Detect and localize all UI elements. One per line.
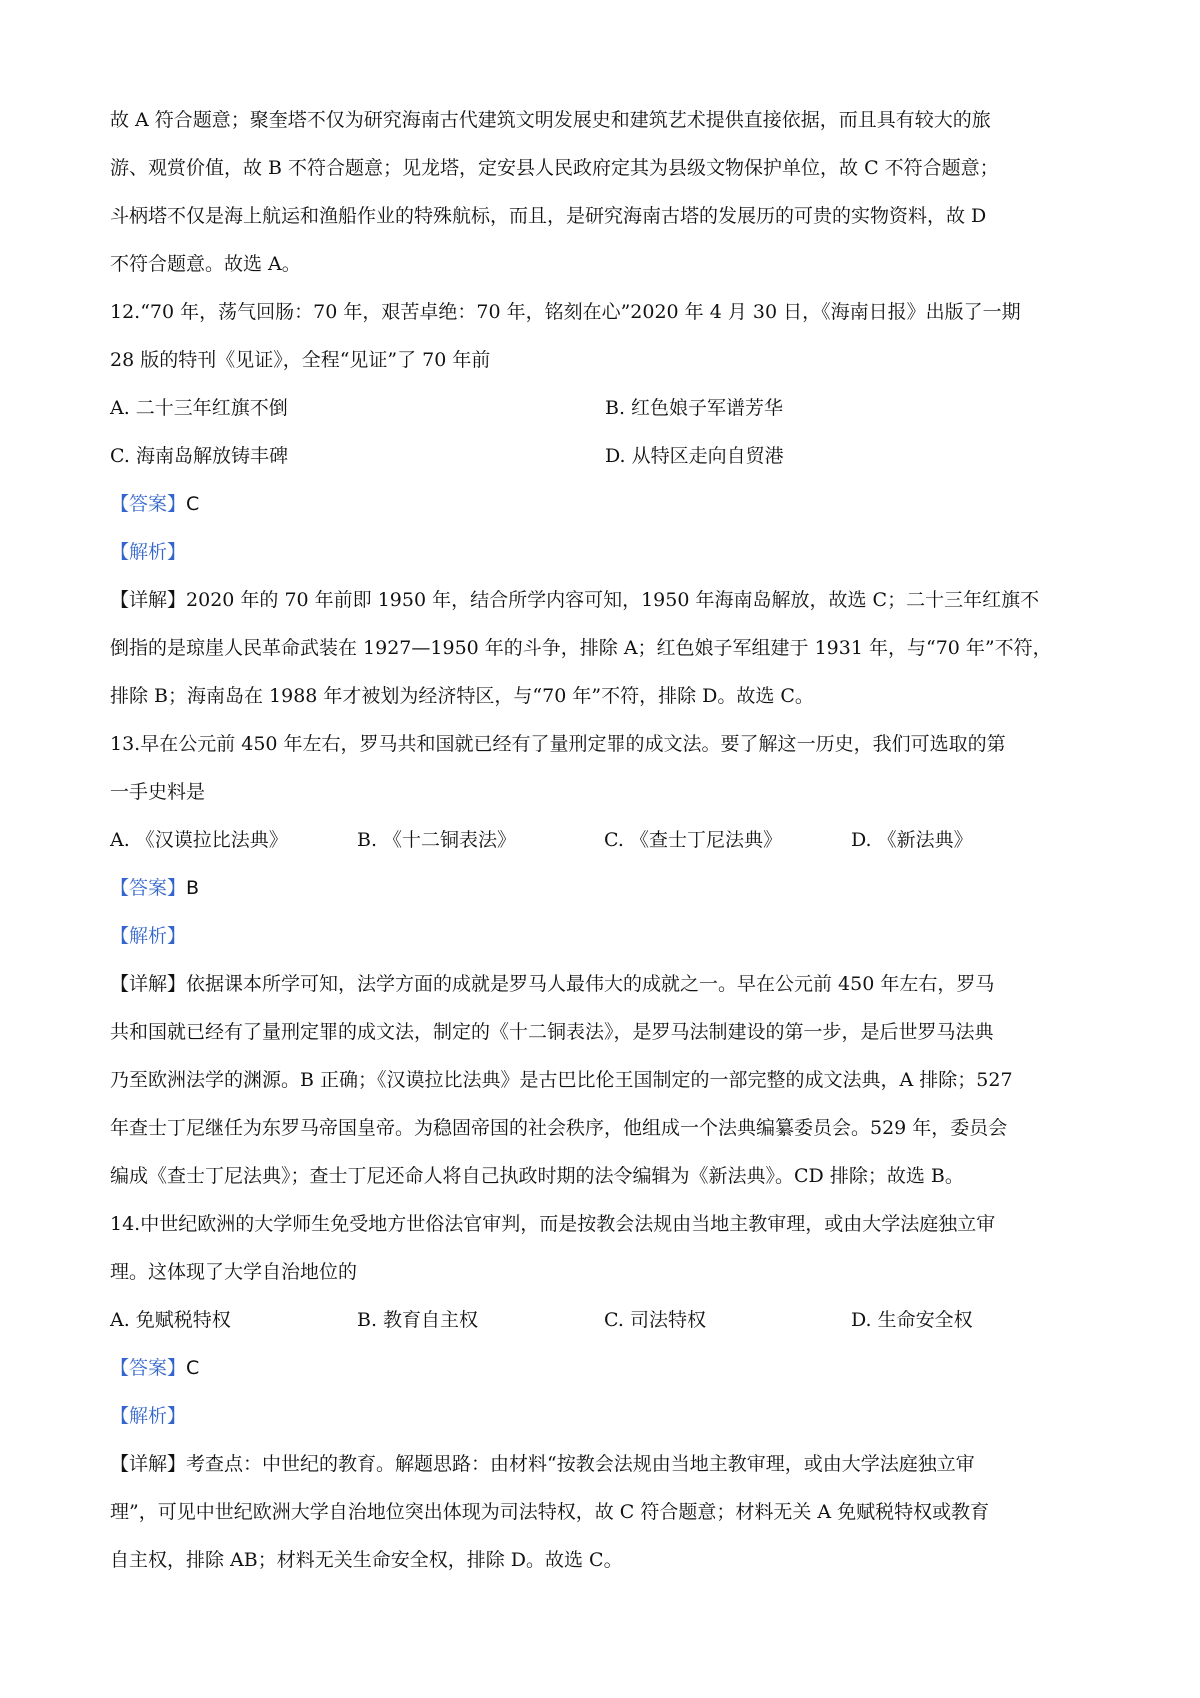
question-14	[110, 1200, 1100, 1584]
text-line	[110, 960, 1100, 1008]
text-line	[110, 1440, 1100, 1488]
option-c: C. 司法特权	[604, 1309, 706, 1331]
option-d: D. 生命安全权	[851, 1309, 973, 1331]
options-row	[110, 1296, 1100, 1344]
detail-paragraph	[110, 960, 1100, 1200]
option-d: D. 从特区走向自贸港	[605, 445, 784, 467]
text-line: 倒指的是琼崖人民革命武装在 1927—1950 年的斗争，排除 A；红色娘子军组建于 1931 年，与“70 年”不符，	[110, 637, 1052, 659]
text-line: 理”，可见中世纪欧洲大学自治地位突出体现为司法特权，故 C 符合题意；材料无关 A 免赋税特权或教育	[110, 1501, 990, 1523]
analysis-tag: 【解析】	[110, 1405, 187, 1427]
question-stem: 12.“70 年，荡气回肠：70 年，艰苦卓绝：70 年，铭刻在心”2020 年 4 月 30 日，《海南日报》出版了一期	[110, 301, 1021, 323]
detail-text: 依据课本所学可知，法学方面的成就是罗马人最伟大的成就之一。早在公元前 450 年左右，罗马	[186, 973, 995, 995]
answer-line	[110, 864, 1100, 912]
question-stem: 14.中世纪欧洲的大学师生免受地方世俗法官审判，而是按教会法规由当地主教审理，或由大学法庭独立审	[110, 1213, 996, 1235]
analysis-tag: 【解析】	[110, 541, 187, 563]
option-b: B. 《十二铜表法》	[357, 829, 517, 851]
analysis-line	[110, 1392, 1100, 1440]
detail-paragraph	[110, 576, 1100, 720]
question-stem: 28 版的特刊《见证》，全程“见证”了 70 年前	[110, 349, 491, 371]
option-b: B. 教育自主权	[357, 1309, 479, 1331]
text-line: 年查士丁尼继任为东罗马帝国皇帝。为稳固帝国的社会秩序，他组成一个法典编纂委员会。529 年，委员会	[110, 1117, 1008, 1139]
analysis-line	[110, 528, 1100, 576]
option-a: A. 免赋税特权	[110, 1309, 231, 1331]
question-13	[110, 720, 1100, 1200]
detail-text: 2020 年的 70 年前即 1950 年，结合所学内容可知，1950 年海南岛解放，故选 C；二十三年红旗不	[186, 589, 1040, 611]
option-b: B. 红色娘子军谱芳华	[605, 397, 784, 419]
text-line: 游、观赏价值，故 B 不符合题意；见龙塔，定安县人民政府定其为县级文物保护单位，故 C 不符合题意；	[110, 157, 999, 179]
options-row	[110, 432, 1100, 480]
option-c: C. 海南岛解放铸丰碑	[110, 445, 288, 467]
answer-value: C	[186, 493, 200, 515]
option-a: A. 《汉谟拉比法典》	[110, 829, 288, 851]
answer-line	[110, 480, 1100, 528]
answer-value: B	[186, 877, 200, 899]
options-row	[110, 384, 1100, 432]
text-line: 斗柄塔不仅是海上航运和渔船作业的特殊航标，而且，是研究海南古塔的发展历的可贵的实物资料，故 D	[110, 205, 987, 227]
question-stem: 一手史料是	[110, 781, 206, 803]
detail-tag: 【详解】	[110, 1453, 187, 1475]
text-line: 编成《查士丁尼法典》；查士丁尼还命人将自己执政时期的法令编辑为《新法典》。CD 排除；故选 B。	[110, 1165, 964, 1187]
answer-tag: 【答案】	[110, 1357, 187, 1379]
text-line: 共和国就已经有了量刑定罪的成文法，制定的《十二铜表法》，是罗马法制建设的第一步，是后世罗马法典	[110, 1021, 994, 1043]
detail-text: 考查点：中世纪的教育。解题思路：由材料“按教会法规由当地主教审理，或由大学法庭独立审	[186, 1453, 975, 1475]
option-a: A. 二十三年红旗不倒	[110, 397, 288, 419]
detail-paragraph	[110, 1440, 1100, 1584]
q11-explanation-continued	[110, 96, 1100, 288]
text-line: 自主权，排除 AB；材料无关生命安全权，排除 D。故选 C。	[110, 1549, 623, 1571]
document-content	[110, 96, 1100, 1584]
question-stem: 理。这体现了大学自治地位的	[110, 1261, 358, 1283]
text-line: 故 A 符合题意；聚奎塔不仅为研究海南古代建筑文明发展史和建筑艺术提供直接依据，而且具有较大的旅	[110, 109, 991, 131]
analysis-tag: 【解析】	[110, 925, 187, 947]
question-12	[110, 288, 1100, 720]
answer-value: C	[186, 1357, 200, 1379]
detail-tag: 【详解】	[110, 973, 187, 995]
option-d: D. 《新法典》	[851, 829, 973, 851]
question-stem: 13.早在公元前 450 年左右，罗马共和国就已经有了量刑定罪的成文法。要了解这一历史，我们可选取的第	[110, 733, 1006, 755]
text-line: 排除 B；海南岛在 1988 年才被划为经济特区，与“70 年”不符，排除 D。故选 C。	[110, 685, 814, 707]
option-c: C. 《查士丁尼法典》	[604, 829, 782, 851]
answer-line	[110, 1344, 1100, 1392]
text-line: 不符合题意。故选 A。	[110, 253, 301, 275]
answer-tag: 【答案】	[110, 493, 187, 515]
options-row	[110, 816, 1100, 864]
answer-tag: 【答案】	[110, 877, 187, 899]
text-line	[110, 576, 1100, 624]
detail-tag: 【详解】	[110, 589, 187, 611]
text-line: 乃至欧洲法学的渊源。B 正确；《汉谟拉比法典》是古巴比伦王国制定的一部完整的成文法典，A 排除；527	[110, 1069, 1013, 1091]
analysis-line	[110, 912, 1100, 960]
